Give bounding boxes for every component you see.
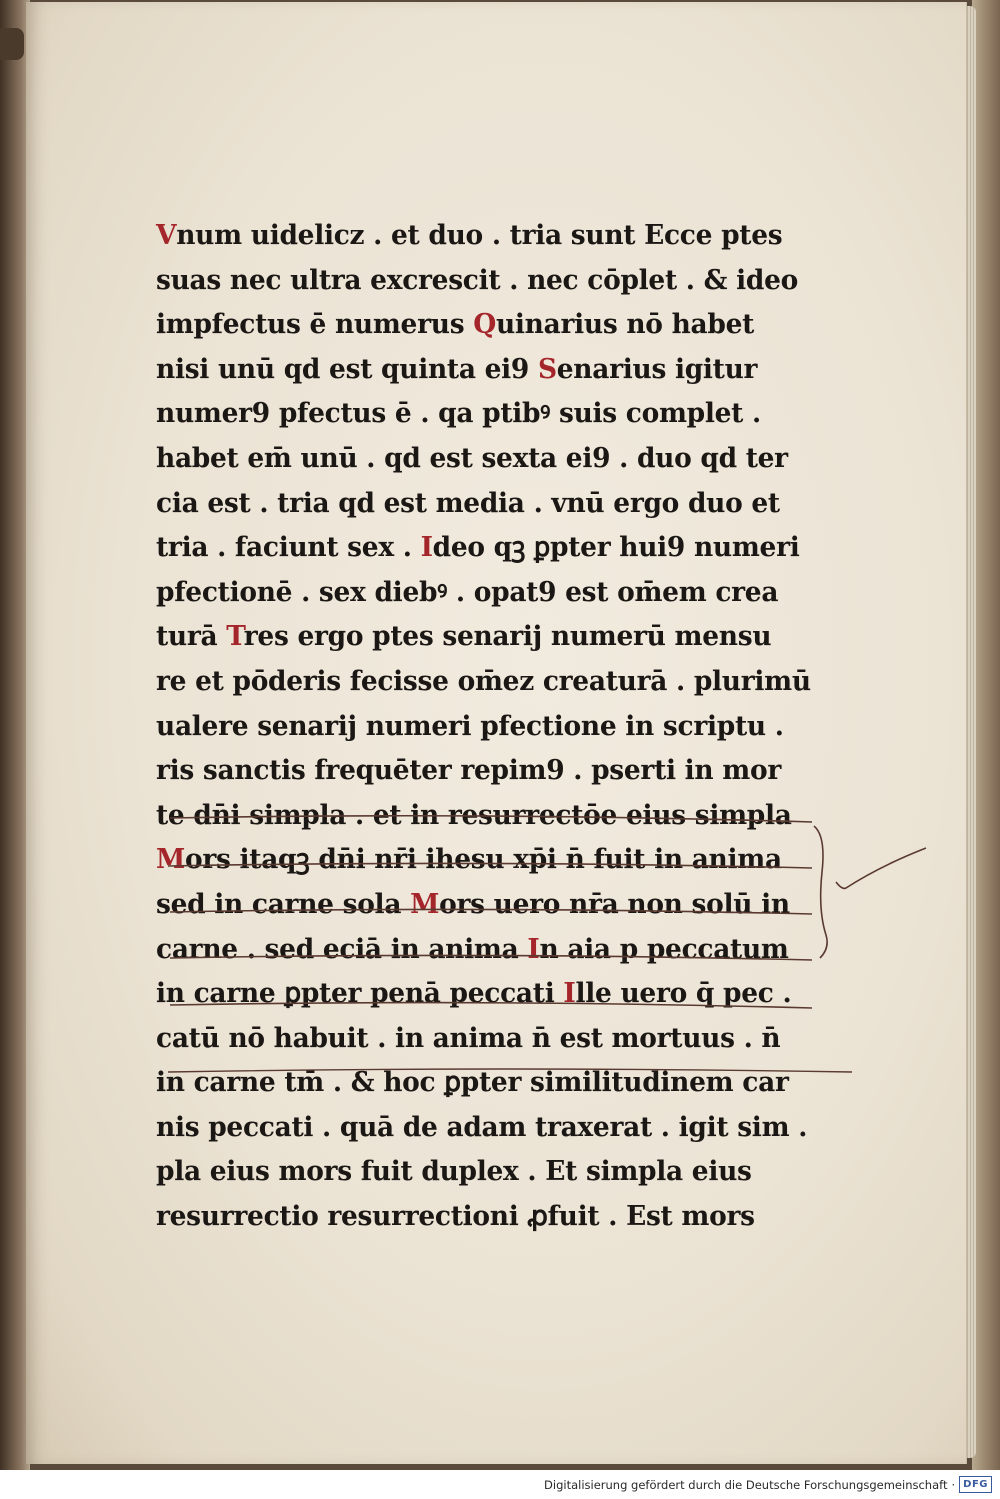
text-segment: ris sanctis frequēter repim9 . pserti in mor: [156, 755, 782, 787]
rubricated-initial: I: [563, 978, 576, 1010]
text-line: [156, 883, 832, 928]
text-segment: in carne tm̄ . & hoc ꝑpter similitudinem car: [156, 1067, 789, 1099]
text-segment: deo qꝫ ꝑpter hui9 numeri: [432, 532, 800, 564]
text-segment: uinarius nō habet: [495, 309, 755, 341]
text-segment: num uidelicz . et duo . tria sunt: [176, 220, 645, 251]
rubricated-initial: I: [420, 532, 433, 564]
credit-separator: ·: [951, 1477, 956, 1492]
text-segment: nisi unū qd est quinta ei9: [156, 353, 538, 385]
manuscript-page: [26, 2, 967, 1464]
text-line: [156, 972, 832, 1017]
text-line: [156, 526, 832, 571]
text-line: [156, 1106, 832, 1151]
text-line: [156, 482, 832, 527]
text-segment: res ergo ptes senarij numerū mensu: [243, 621, 772, 653]
text-line: [156, 259, 832, 304]
rubricated-initial: Q: [473, 309, 496, 341]
funding-credit: Digitalisierung gefördert durch die Deutsche Forschungsgemeinschaft: [544, 1477, 948, 1492]
dfg-logo[interactable]: DFG: [959, 1476, 992, 1493]
text-line: [156, 214, 832, 259]
text-segment: st mors: [645, 1201, 755, 1233]
text-segment: carne . sed eciā in anima: [156, 933, 528, 965]
text-line: [156, 348, 832, 393]
text-line: [156, 660, 832, 705]
text-segment: E: [545, 1156, 566, 1188]
binding-clasp: [0, 28, 24, 60]
book-cover-edge: [972, 0, 1000, 1470]
footer-bar: [0, 1470, 1000, 1499]
text-line: [156, 794, 832, 839]
rubricated-initial: S: [537, 353, 557, 385]
text-segment: ors itaqꝫ dn̄i nr̄i ihesu xp̄i n̄ fuit in anima: [185, 844, 782, 876]
text-line: [156, 705, 832, 750]
text-segment: numer9 pfectus ē . qa ptibꝰ suis complet .: [156, 398, 761, 430]
text-segment: pfectionē . sex diebꝰ . opat9 est om̄em crea: [156, 576, 779, 608]
text-segment: n aia p peccatum: [539, 933, 789, 965]
rubricated-initial: M: [156, 844, 186, 876]
text-segment: pla eius mors fuit duplex .: [156, 1156, 546, 1188]
text-segment: resurrectio resurrectioni ꝓfuit .: [156, 1201, 627, 1233]
text-segment: in carne ꝑpter penā peccati: [156, 978, 564, 1010]
text-block: [156, 214, 846, 1240]
text-segment: impfectus ē numerus: [156, 309, 474, 341]
rubricated-initial: T: [226, 621, 244, 653]
text-line: [156, 1150, 832, 1195]
rubricated-initial: V: [156, 220, 177, 251]
text-segment: tria . faciunt sex .: [156, 532, 421, 564]
text-line: [156, 1061, 832, 1106]
text-segment: cce ptes: [663, 220, 783, 251]
text-segment: catū nō habuit . in anima n̄ est mortuus . n̄: [156, 1022, 781, 1054]
rubricated-initial: M: [410, 888, 440, 920]
text-line: [156, 838, 832, 883]
text-line: [156, 303, 832, 348]
text-segment: turā: [156, 621, 227, 653]
text-segment: t simpla eius: [565, 1156, 752, 1188]
text-segment: ualere senarij numeri pfectione in scriptu .: [156, 710, 784, 742]
text-line: [156, 749, 832, 794]
text-line: [156, 615, 832, 660]
text-line: [156, 1017, 832, 1062]
text-segment: nis peccati . quā de adam traxerat . igit sim .: [156, 1111, 808, 1143]
text-line: [156, 571, 832, 616]
text-line: [156, 928, 832, 973]
text-segment: te dn̄i simpla . et in resurrectōe eius simpla: [156, 799, 792, 831]
text-line: [156, 437, 832, 482]
text-segment: habet em̄ unū . qd est sexta ei9 . duo qd ter: [156, 442, 788, 474]
text-segment: re et pōderis fecisse om̄ez creaturā . plurimū: [156, 665, 811, 697]
text-segment: cia est . tria qd est media . vnū ergo duo et: [156, 487, 780, 519]
text-segment: sed in carne sola: [156, 888, 411, 920]
rubricated-initial: I: [527, 933, 540, 965]
text-segment: suas nec ultra excrescit . nec cōplet . & ideo: [156, 264, 799, 296]
text-line: [156, 392, 832, 437]
text-segment: enarius igitur: [556, 353, 758, 385]
text-line: [156, 1195, 832, 1240]
text-segment: E: [626, 1201, 646, 1233]
text-segment: ors uero nr̄a non solū in: [439, 888, 790, 920]
text-segment: E: [644, 220, 664, 251]
text-segment: lle uero q̄ pec .: [575, 978, 792, 1010]
